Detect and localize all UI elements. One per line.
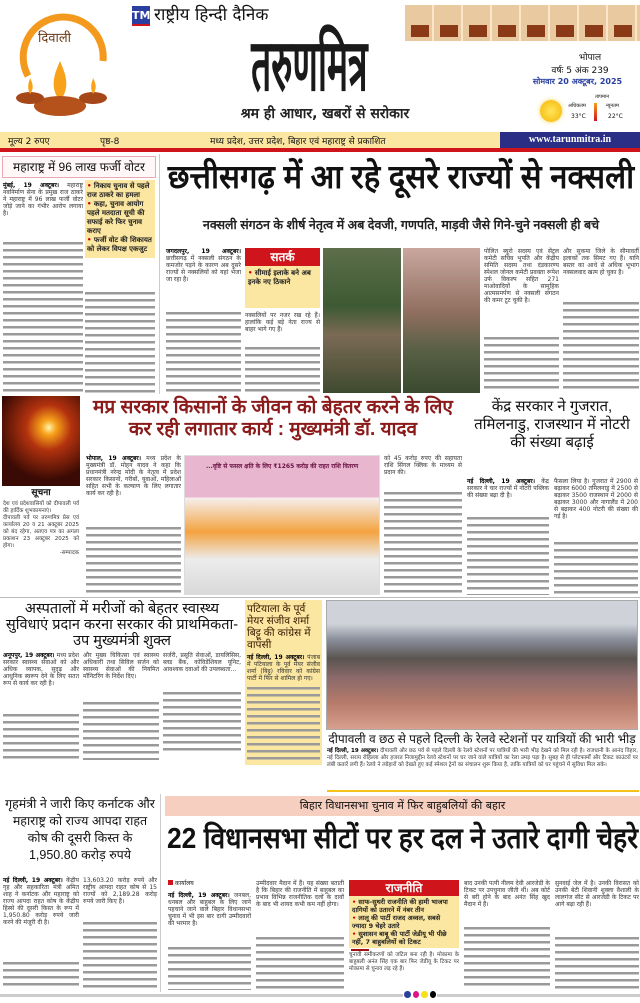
publication-date: सोमवार 20 अक्टूबर, 2025 bbox=[532, 77, 623, 86]
text-block bbox=[467, 515, 549, 595]
notice-title: सूचना bbox=[31, 488, 51, 498]
story-body: अनूपपुर, 19 अक्टूबर। मध्य प्रदेश सरकार स्वास्थ्य सेवाओं को और अधिक व्यापक, सुदृढ़ और आधुनिक स्वरूप देने के लिए सतत रूप से कार्य कर रही है। bbox=[3, 652, 79, 687]
story-body: पोलित ब्यूरो सदस्य एवं सेंट्रल कमेटी सचिव भूपति और केंद्रीय समिति सदस्य तथा दंडकारण्य स्पेशल जोनल कमेटी प्रवक्ता रूपेश उर्फ विकल्प सहित 271 माओवादियों के सामूहिक आत्मसमर्पण से नक्सली संगठन की कमर टूट चुकी है। bbox=[484, 248, 559, 304]
text-block bbox=[166, 310, 241, 392]
price: मूल्य 2 रुपए bbox=[8, 137, 50, 147]
story-body: नई दिल्ली, 19 अक्टूबर। जनबल, धनबल और बाहुबल के लिए जाने पहचाने जाने वाले बिहार विधानसभा चुनाव में भी इस बार दागी उम्मीदवारों की भरमार है। bbox=[168, 892, 251, 927]
diwali-logo: दिवाली bbox=[8, 6, 113, 124]
footer-rule bbox=[0, 994, 640, 997]
notice-column bbox=[2, 396, 80, 596]
story-body: बाद उनकी पत्नी नीलम देवी आरजेडी के टिकट पर उपचुनाव जीती थीं। अब कोर्ट से बरी होने के बाद अनंत सिंह खुद मैदान में हैं। bbox=[464, 880, 550, 908]
text-block bbox=[3, 960, 79, 990]
text-block bbox=[484, 335, 559, 393]
story-body: और सुकमा जिले के सीमावर्ती इलाकों तक सिमट गए हैं। यानि बस्तर का आधे से अधिक भूभाग नक्सलवाद खत्म हो चुका है। bbox=[563, 248, 639, 276]
story-headline[interactable]: महाराष्ट्र में 96 लाख फर्जी वोटर bbox=[2, 156, 156, 178]
tagline: श्रम ही आधार, खबरों से सरोकार bbox=[240, 106, 410, 122]
weather-min: 22°C bbox=[608, 113, 623, 120]
story-body: को 45 करोड़ रुपए की सहायता राशि सिंगल क्लिक के माध्यम से प्रदान की। bbox=[384, 455, 462, 476]
story-body: सुनवाई जेल में है। उनकी विरासत को उनकी बेटी शिवानी शुक्ला वैशाली के लालगंज सीट से आरजेडी के टिकट पर आगे बढ़ा रही हैं। bbox=[555, 880, 639, 908]
naxal-photo bbox=[403, 248, 480, 393]
text-block bbox=[163, 690, 241, 753]
diya-photo bbox=[2, 396, 80, 486]
story-headline[interactable]: केंद्र सरकार ने गुजरात, तमिलनाडु, राजस्थान में नोटरी की संख्या बढ़ाई bbox=[474, 398, 630, 451]
page-count: पृष्ठ-8 bbox=[100, 137, 120, 147]
text-block bbox=[563, 300, 639, 393]
highlights-box: • निकाय चुनाव से पहले राज ठाकरे का हमला • कहा, चुनाव आयोग पहले मतदाता सूची की सफाई करे फिर चुनाव कराए • फर्जी वोट की शिकायत को लेकर विपक्ष एकजुट bbox=[85, 180, 155, 258]
story-body: नई दिल्ली, 19 अक्टूबर। केंद्र सरकार ने चार राज्यों में नोटरी पब्लिक की संख्या बढ़ा दी है। bbox=[467, 478, 549, 499]
text-block bbox=[86, 525, 181, 595]
story-body: चुनावी समीकरणों को जटिल बना रही है। मोकामा के बाहुबली अनंत सिंह एक बार फिर जेडीयू के टिकट पर मोकामा से चुनाव लड़ रहे हैं। bbox=[349, 952, 459, 972]
story-body: मुंबई, 19 अक्टूबर। महाराष्ट्र नवनिर्माण सेना के प्रमुख राज ठाकरे ने महाराष्ट्र में 96 लाख फर्जी वोटर जोड़े जाने का गंभीर आरोप लगाया है। bbox=[3, 182, 83, 217]
story-headline[interactable]: गृहमंत्री ने जारी किए कर्नाटक और महाराष्ट्र को राज्य आपदा राहत कोष की दूसरी किस्त के 1,950.80 करोड़ रुपये bbox=[5, 797, 155, 862]
editions: मध्य प्रदेश, उत्तर प्रदेश, बिहार एवं महाराष्ट्र से प्रकाशित bbox=[210, 137, 386, 147]
event-photo: ...वृष्टि से फसल क्षति के लिए ₹1265 करोड़ की राहत राशि वितरण bbox=[184, 455, 380, 595]
weather-label: तापमान bbox=[595, 94, 610, 100]
text-block bbox=[3, 712, 79, 760]
sun-icon bbox=[540, 100, 562, 122]
story-headline[interactable]: पटियाला के पूर्व मेयर संजीव शर्मा बिट्टू की कांग्रेस में वापसी bbox=[247, 603, 311, 651]
notice-text: देश एवं प्रदेशवासियों को दीपावली पर्व की हार्दिक शुभकामनाएं। दीपावली पर्व पर तरुणमित्र प्रेस एवं कार्यालय 20 व 21 अक्टूबर 2025 को बंद रहेगा, अतएव पत्र का अगला प्रकाशन 23 अक्टूबर 2025 को होगा। -सम्पादक bbox=[3, 501, 79, 556]
story-headline[interactable]: मप्र सरकार किसानों के जीवन को बेहतर करने के लिए कर रही लगातार कार्य : मुख्यमंत्री डॉ. यादव bbox=[93, 397, 453, 440]
politics-box-title: राजनीति bbox=[349, 880, 459, 896]
station-crowd-photo bbox=[326, 600, 638, 730]
story-body: उम्मीदवार मैदान में हैं। यह संख्या बताती है कि बिहार की राजनीति में बाहुबल का प्रभाव विभिन्न राजनीतिक दलों के दावों के बाद भी शायद कभी कम नहीं होगा। bbox=[256, 880, 344, 908]
text-block bbox=[247, 685, 320, 762]
text-block bbox=[554, 540, 638, 595]
story-headline[interactable]: 22 विधानसभा सीटों पर हर दल ने उतारे दागी चेहरे bbox=[167, 823, 638, 855]
story-headline[interactable]: दीपावली व छठ से पहले दिल्ली के रेलवे स्टेशनों पर यात्रियों की भारी भीड़ bbox=[328, 732, 636, 746]
text-block bbox=[464, 925, 550, 990]
text-block bbox=[3, 240, 83, 395]
railway-story bbox=[326, 732, 638, 790]
text-block bbox=[555, 935, 639, 990]
lead-headline[interactable]: छत्तीसगढ़ में आ रहे दूसरे राज्यों से नक्सली bbox=[167, 158, 635, 195]
website-link[interactable]: www.tarunmitra.in bbox=[500, 132, 640, 148]
story-body: नई दिल्ली, 19 अक्टूबर। केंद्रीय गृह और सहकारिता मंत्री अमित शाह ने कर्नाटक और महाराष्ट्र को राज्य आपदा राहत कोष के केंद्रीय हिस्से की दूसरी किस्त के रूप में 1,950.80 करोड़ रुपये जारी करने की मंजूरी दी है। bbox=[3, 877, 79, 926]
story-body: नई दिल्ली, 19 अक्टूबर। पंजाब में पटियाला के पूर्व मेयर संजीव शर्मा (बिट्टू) रविवार को कांग्रेस पार्टी में फिर से शामिल हो गए। bbox=[247, 654, 320, 682]
column-divider bbox=[159, 154, 160, 394]
alert-box-title: सतर्क bbox=[245, 248, 320, 266]
weather-max-label: अधिकतम bbox=[568, 103, 586, 109]
bihar-kicker: बिहार विधानसभा चुनाव में फिर बाहुबलियों की बहार bbox=[165, 796, 640, 816]
text-block bbox=[83, 920, 157, 990]
text-block bbox=[168, 945, 251, 990]
thermometer-icon bbox=[594, 103, 597, 121]
story-body: नई दिल्ली, 19 अक्टूबर। दीपावली और छठ पर्व से पहले दिल्ली के रेलवे स्टेशनों पर यात्रियों की भारी भीड़ देखने को मिल रही है। राजधानी के आनंद विहार, नई दिल्ली, सराय रोहिल्ला और हजरत निजामुद्दीन रेलवे स्टेशनों पर घर जाने वाले यात्रियों का रेला उमड़ पड़ा है। सुबह से ही प्लेटफार्मों और टिकट काउंटरों पर लंबी कतारें लगी हैं। रेलवे ने त्योहारों को देखते हुए कई स्पेशल ट्रेनों का संचालन शुरू किया है, ताकि यात्रियों को घर पहुंचने में सुविधा मिल सके। bbox=[327, 748, 638, 768]
story-body: जगदलपुर, 19 अक्टूबर। छत्तीसगढ़ में नक्सली संगठन के कमजोर पड़ने के कारण अब दूसरे राज्यों से नक्सलियों को यहां भेजा जा रहा है। bbox=[166, 248, 241, 283]
text-block bbox=[85, 290, 155, 395]
patiala-box bbox=[245, 600, 322, 765]
kicker: राष्ट्रीय हिन्दी दैनिक bbox=[154, 5, 269, 25]
issue-number: वर्षः 5 अंक 239 bbox=[551, 66, 609, 76]
byline: कार्यालय bbox=[168, 880, 194, 888]
city: भोपाल bbox=[578, 53, 602, 63]
politics-column bbox=[349, 880, 459, 990]
highlight-underline bbox=[327, 790, 639, 792]
row-divider bbox=[0, 597, 640, 598]
naxal-photo bbox=[323, 248, 401, 393]
weather-max: 33°C bbox=[571, 113, 586, 120]
story-body: 13,603.20 करोड़ रुपये और राष्ट्रीय आपदा राहत कोष से 15 राज्यों को 2,189.28 करोड़ रुपये जारी किए हैं। bbox=[83, 877, 157, 905]
brand-mark: TM bbox=[132, 6, 150, 26]
lead-subhead: नक्सली संगठन के शीर्ष नेतृत्व में अब देवजी, गणपति, माड़वी जैसे गिने-चुने नक्सली ही बचे bbox=[202, 218, 600, 232]
story-body: और मुख्य चिकित्सा एवं स्वास्थ्य अधिकारी तथा सिविल सर्जन को स्वास्थ्य सेवाओं की नियमित मॉनिटरिंग के निर्देश दिए। bbox=[83, 652, 159, 680]
story-body: सर्जरी, प्रसूति सेवाओं, डायलिसिस, ब्लड बैंक, कोविडेंशियल यूनिट, आवश्यक दवाओं की उपलब्धता... bbox=[163, 652, 241, 673]
story-body: नक्सलियों पर नजर रख रहे हैं। हालांकि कई बड़े नेता राज्य से बाहर भागे गए हैं। bbox=[245, 312, 320, 333]
red-rule bbox=[0, 148, 640, 152]
weather-min-label: न्यूनतम bbox=[606, 103, 619, 109]
column-divider bbox=[160, 794, 161, 992]
text-block bbox=[256, 935, 344, 990]
story-headline[interactable]: अस्पतालों में मरीजों को बेहतर स्वास्थ्य सुविधाएं प्रदान करना सरकार की प्राथमिकता- उप मुख्यमंत्री शुक्ल bbox=[5, 601, 239, 649]
story-body: भोपाल, 19 अक्टूबर। मध्य प्रदेश के मुख्यमंत्री डॉ. मोहन यादव ने कहा कि प्रधानमंत्री नरेन्द्र मोदी के नेतृत्व में प्रदेश सरकार किसानों, गरीबों, युवाओं, महिलाओं सहित सभी के कल्याण के लिए लगातार कार्य कर रही है। bbox=[86, 455, 181, 497]
newspaper-title: तरुणमित्र bbox=[251, 23, 368, 107]
text-block bbox=[384, 490, 462, 595]
text-block bbox=[245, 345, 320, 392]
registration-dots bbox=[403, 991, 437, 1000]
red-accent bbox=[351, 949, 369, 951]
story-body: फैसला लिया है। गुजरात में 2900 से बढ़ाकर 6000 तमिलनाडु में 2500 से बढ़ाकर 3500 राजस्थान में 2000 से बढ़ाकर 3000 और नागालैंड में 200 से बढ़ाकर 400 नोटरी की संख्या की गई है। bbox=[554, 478, 638, 520]
text-block bbox=[83, 700, 159, 760]
alert-box: • सीमाई इलाके बने अब इनके नए ठिकाने bbox=[245, 266, 320, 308]
politics-box: • साफ-सुथरी राजनीति की हामी भाजपा दागियों को उतारने में नंबर तीन • लालू की पार्टी राजद अव्वल, सबसे ज्यादा 9 चेहरे उतारे • सुशासन बाबू की पार्टी जेडीयू भी पीछे नहीं, 7 बाहुबलियों को टिकट bbox=[349, 896, 459, 948]
